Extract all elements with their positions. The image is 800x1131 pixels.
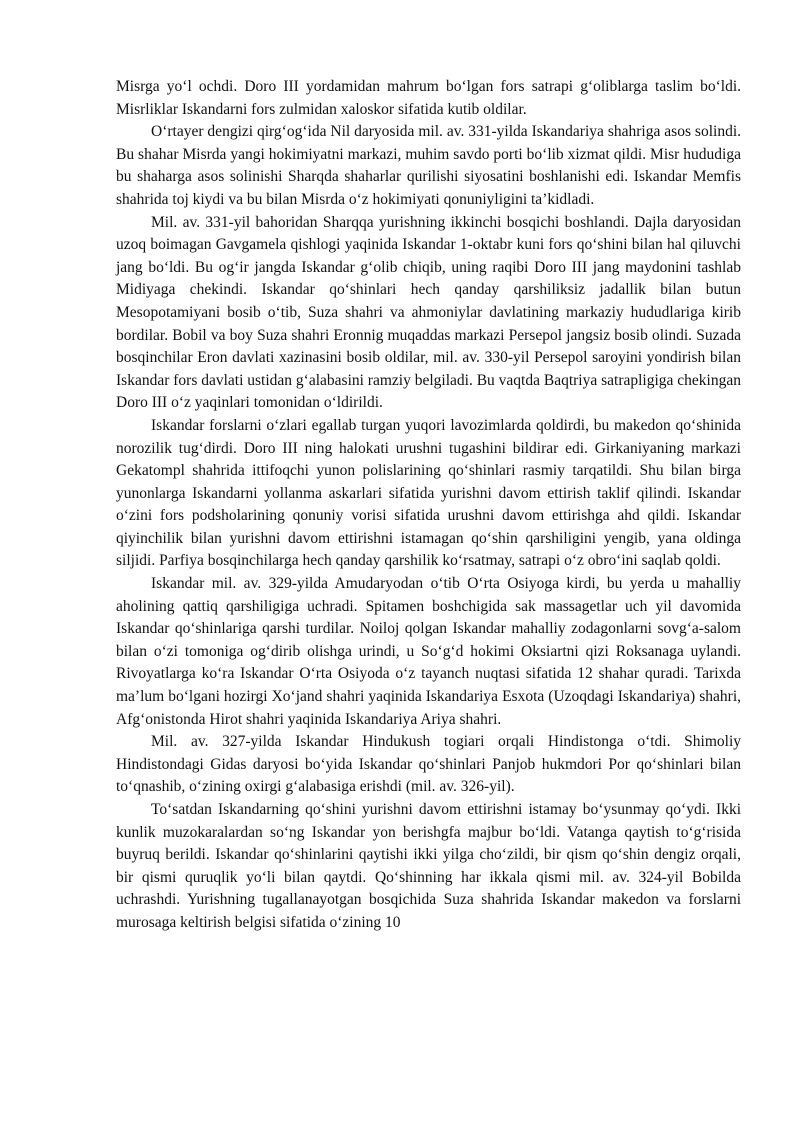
paragraph-5: Iskandar mil. av. 329-yilda Amudaryodan o‘tib O‘rta Osiyoga kirdi, bu yerda u mahalliy aholining qattiq qarshiligiga uchradi. Spitamen boshchigida sak massagetlar uch yil davomida Iskandar qo‘shinlariga qarshi turdilar. Noiloj qolgan Iskandar mahalliy zodagonlarni sovg‘a-salom bilan o‘zi tomoniga og‘dirib olishga urindi, u So‘g‘d hokimi Oksiartni qizi Roksanaga uylandi. Rivoyatlarga ko‘ra Iskandar O‘rta Osiyoda o‘z tayanch nuqtasi sifatida 12 shahar quradi. Tarixda ma’lum bo‘lgani hozirgi Xo‘jand shahri yaqinida Iskandariya Esxota (Uzoqdagi Iskandariya) shahri, Afg‘onistonda Hirot shahri yaqinida Iskandariya Ariya shahri.	[116, 575, 741, 728]
paragraph-1: Misrga yo‘l ochdi. Doro III yordamidan mahrum bo‘lgan fors satrapi g‘oliblarga taslim bo‘ldi. Misrliklar Iskandarni fors zulmidan xaloskor sifatida kutib oldilar.	[116, 78, 741, 118]
paragraph-4: Iskandar forslarni o‘zlari egallab turgan yuqori lavozimlarda qoldirdi, bu makedon qo‘shinida norozilik tug‘dirdi. Doro III ning halokati urushni tugashini bildirar edi. Girkaniyaning markazi Gekatompl shahrida ittifoqchi yunon polislarining qo‘shinlari rasmiy tarqatildi. Shu bilan birga yunonlarga Iskandarni yollanma askarlari sifatida yurishni davom ettirish taklif qilindi. Iskandar o‘zini fors podsholarining qonuniy vorisi sifatida urushni davom ettirishga ahd qildi. Iskandar qiyinchilik bilan yurishni davom ettirishni istamagan qo‘shin qarshiligini yengib, yana oldinga siljidi. Parfiya bosqinchilarga hech qanday qarshilik ko‘rsatmay, satrapi o‘z obro‘ini saqlab qoldi.	[116, 416, 741, 570]
document-page	[116, 76, 741, 935]
paragraph-7: To‘satdan Iskandarning qo‘shini yurishni davom ettirishni istamay bo‘ysunmay qo‘ydi. Ikki kunlik muzokaralardan so‘ng Iskandar yon berishgfa majbur bo‘ldi. Vatanga qaytish to‘g‘risida buyruq berildi. Iskandar qo‘shinlarini qaytishi ikki yilga cho‘zildi, bir qism qo‘shin dengiz orqali, bir qismi quruqlik yo‘li bilan qaytdi. Qo‘shinning har ikkala qismi mil. av. 324-yil Bobilda uchrashdi. Yurishning tugallanayotgan bosqichida Suza shahrida Iskandar makedon va forslarni murosaga keltirish belgisi sifatida o‘zining 10	[116, 801, 741, 931]
paragraph-2: O‘rtayer dengizi qirg‘og‘ida Nil daryosida mil. av. 331-yilda Iskandariya shahriga asos solindi. Bu shahar Misrda yangi hokimiyatni markazi, muhim savdo porti bo‘lib xizmat qildi. Misr hududiga bu shaharga asos solinishi Sharqda shaharlar qurilishi siyosatini boshlanishi edi. Iskandar Memfis shahrida toj kiydi va bu bilan Misrda o‘z hokimiyati qonuniyligini ta’kidladi.	[116, 123, 741, 208]
paragraph-3: Mil. av. 331-yil bahoridan Sharqqa yurishning ikkinchi bosqichi boshlandi. Dajla daryosidan uzoq boimagan Gavgamela qishlogi yaqinida Iskandar 1-oktabr kuni fors qo‘shini bilan hal qiluvchi jang bo‘ldi. Bu og‘ir jangda Iskandar g‘olib chiqib, uning raqibi Doro III jang maydonini tashlab Midiyaga chekindi. Iskandar qo‘shinlari hech qanday qarshiliksiz jadallik bilan butun Mesopotamiyani bosib o‘tib, Suza shahri va ahmoniylar davlatining markaziy hududlariga kirib bordilar. Bobil va boy Suza shahri Eronnig muqaddas markazi Persepol jangsiz bosib olindi. Suzada bosqinchilar Eron davlati xazinasini bosib oldilar, mil. av. 330-yil Persepol saroyini yondirish bilan Iskandar fors davlati ustidan g‘alabasini ramziy belgiladi. Bu vaqtda Baqtriya satrapligiga chekingan Doro III o‘z yaqinlari tomonidan o‘ldirildi.	[116, 213, 741, 412]
paragraph-6: Mil. av. 327-yilda Iskandar Hindukush togiari orqali Hindistonga o‘tdi. Shimoliy Hindistondagi Gidas daryosi bo‘yida Iskandar qo‘shinlari Panjob hukmdori Por qo‘shinlari bilan to‘qnashib, o‘zining oxirgi g‘alabasiga erishdi (mil. av. 326-yil).	[116, 733, 741, 796]
